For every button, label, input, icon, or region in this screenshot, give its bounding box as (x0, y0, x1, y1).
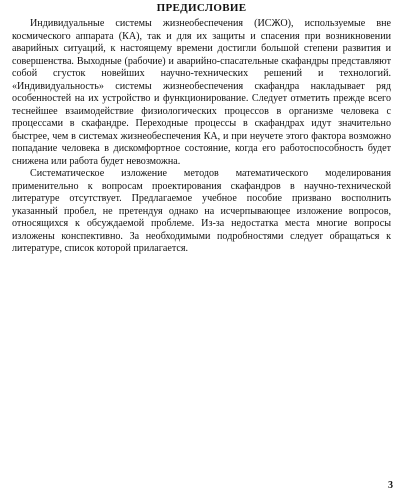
page-title: ПРЕДИСЛОВИЕ (156, 2, 247, 14)
paragraph-1: Индивидуальные системы жизнеобеспечения (ИСЖО), используемые вне космического аппарата (КА), так и для их защиты и спасения при возникновении аварийных ситуаций, к настоящему времени достигли большой степени развития и совершенства. Выходные (рабочие) и аварийно-спасательные скафандры представляют собой сгусток новейших научно-технических решений и технологий. «Индивидуальность» системы жизнеобеспечения скафандра накладывает ряд особенностей на их устройство и функционирование. Следует отметить прежде всего теснейшее взаимодействие физиологических процессов в организме человека с процессами в скафандре. Переходные процессы в скафандрах идут значительно быстрее, чем в системах жизнеобеспечения КА, и при неучете этого фактора возможно попадание человека в дискомфортное состояние, когда его работоспособность будет снижена или работа будет невозможна. (12, 18, 391, 167)
paragraph-2: Систематическое изложение методов математического моделирования применительно к вопросам проектирования скафандров в научно-технической литературе отсутствует. Предлагаемое учебное пособие призвано восполнить указанный пробел, не претендуя однако на исчерпывающее изложение вопросов, относящихся к обсуждаемой проблеме. Из-за недостатка места многие вопросы изложены конспективно. За необходимыми подробностями следует обращаться к литературе, список которой прилагается. (12, 168, 391, 254)
page-number: 3 (388, 480, 393, 491)
